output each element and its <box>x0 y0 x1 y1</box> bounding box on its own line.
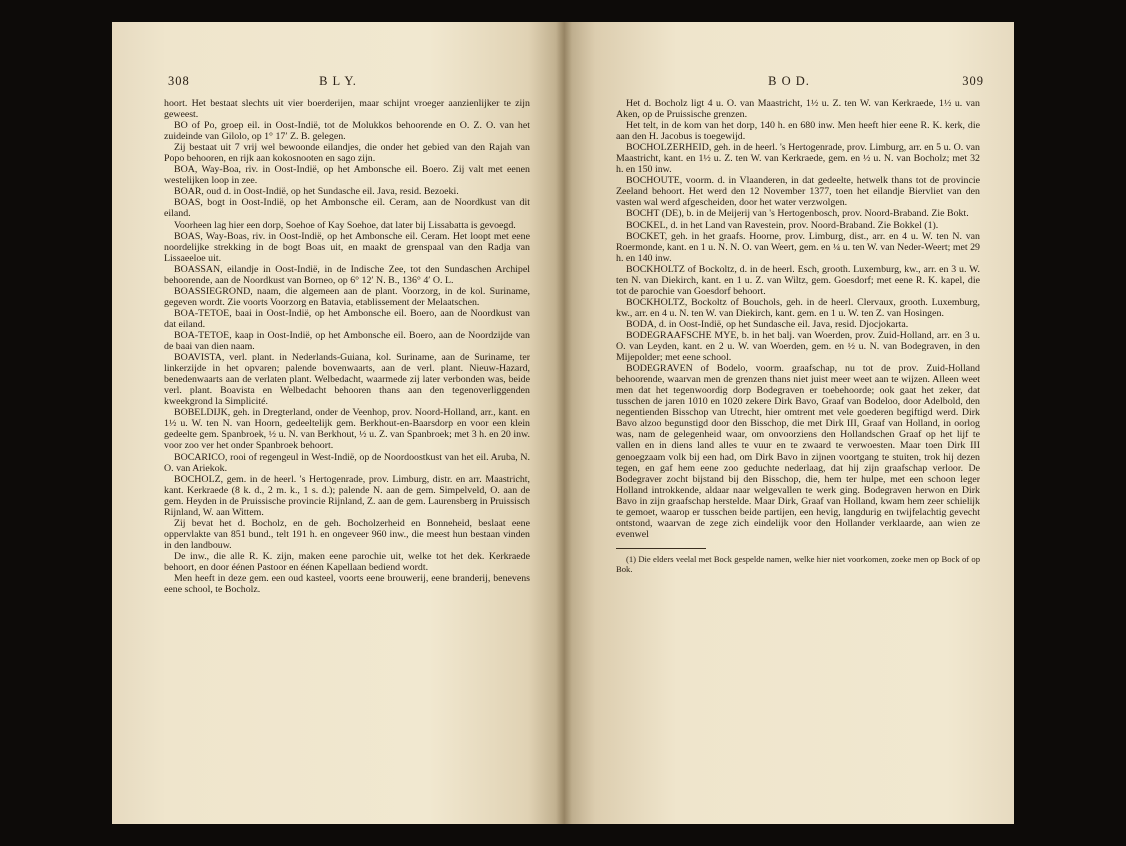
footnote-text: (1) Die elders veelal met Bock gespelde namen, welke hier niet voorkomen, zoeke men op Bock of op Bok. <box>616 553 980 574</box>
entry-paragraph: BOBELDIJK, geh. in Dregterland, onder de Veenhop, prov. Noord-Holland, arr., kant. en 1½ u. W. ten N. van Hoorn, gedeeltelijk gem. Berkhout-en-Baarsdorp en voor een klein gedeelte gem. Spanbroek, ½ u. N. van Berkhout, ½ u. Z. van Spanbroek; met 3 h. en 20 inw. voor zoo ver het onder Spanbroek behoort. <box>164 407 530 452</box>
paragraph: hoort. Het bestaat slechts uit vier boerderijen, maar schijnt vroeger aanzienlijker te zijn geweest. <box>164 98 530 121</box>
paragraph: Zij bevat het d. Bocholz, en de geh. Bocholzerheid en Bonneheid, beslaat eene oppervlakte van 851 bund., telt 191 h. en ongeveer 960 inw., die meest hun bestaan vinden in den landbouw. <box>164 517 530 551</box>
entry-paragraph: BOCHOLZERHEID, geh. in de heerl. 's Hertogenrade, prov. Limburg, arr. en 5 u. O. van Maastricht, kant. en 1½ u. Z. ten W. van Kerkraede, gem. en ½ u. N. van Bocholz; met 32 h. en 150 inw. <box>616 142 980 176</box>
entry-paragraph: BOCKHOLTZ, Bockoltz of Bouchols, geh. in de heerl. Clervaux, grooth. Luxemburg, kw., arr. en 4 u. N. ten W. van Diekirch, kant. gem. en 1 u. W. ten Z. van Hosingen. <box>616 296 980 319</box>
paragraph: Het d. Bocholz ligt 4 u. O. van Maastricht, 1½ u. Z. ten W. van Kerkraede, 1½ u. van Aken, op de Pruissische grenzen. <box>616 98 980 121</box>
page-number: 308 <box>168 74 190 88</box>
entry-paragraph: BOA-TETOE, kaap in Oost-Indië, op het Ambonsche eil. Boero, aan de Noordzijde van de baai van dien naam. <box>164 329 530 353</box>
entry-paragraph: BOASSAN, eilandje in Oost-Indië, in de Indische Zee, tot den Sundaschen Archipel behoorende, aan de Noordkust van Borneo, op 6° 12′ N. B., 136° 4′ O. L. <box>164 263 530 286</box>
entry-paragraph: BOCHOLZ, gem. in de heerl. 's Hertogenrade, prov. Limburg, distr. en arr. Maastricht, kant. Kerkraede (8 k. d., 2 m. k., 1 s. d.); palende N. aan de gem. Simpelveld, O. aan de gem. Heyden in de Pruissische provincie Rijnland, Z. aan de gem. Laurensberg in Pruissisch Rijnland, W. aan Wittem. <box>164 473 530 518</box>
text-column <box>164 98 530 595</box>
entry-paragraph: BOA, Way-Boa, riv. in Oost-Indië, op het Ambonsche eil. Boero. Zij valt met eenen westelijken loop in zee. <box>164 164 530 187</box>
entry-paragraph: BODA, d. in Oost-Indië, op het Sundasche eil. Java, resid. Djocjokarta. <box>626 318 909 330</box>
entry-paragraph: BOA-TETOE, baai in Oost-Indië, op het Ambonsche eil. Boero, aan de Noordkust van dat eiland. <box>164 307 530 330</box>
entry-paragraph: BOCARICO, rooi of regengeul in West-Indië, op de Noordoostkust van het eil. Aruba, N. O. van Ariekok. <box>164 451 530 474</box>
running-title: B L Y. <box>319 74 357 88</box>
entry-paragraph: BOAS, bogt in Oost-Indië, op het Ambonsche eil. Ceram, aan de Noordkust van dit eiland. <box>164 197 530 220</box>
paragraph: De inw., die alle R. K. zijn, maken eene parochie uit, welke tot het dek. Kerkraede behoort, en door éénen Pastoor en éénen Kapellaan bediend wordt. <box>164 550 530 573</box>
text-column <box>616 98 980 574</box>
page-number: 309 <box>962 74 984 88</box>
footnote-rule <box>616 548 706 549</box>
entry-paragraph: BODEGRAVEN of Bodelo, voorm. graafschap, nu tot de prov. Zuid-Holland behoorende, waarvan men de grenzen thans niet juist meer weet aan te wijzen. Alleen weet men dat het tegenwoordig dorp Bodegraven er toebehoorde; ook gaat het zeker, dat tusschen de jaren 1010 en 1020 zekere Dirk Bavo, Graaf van Bodeloo, door Adelbold, den negentienden Bisschop van Utrecht, hier omtrent met vele goederen begiftigd werd. Dirk Bavo alzoo begunstigd door den Bisschop, die met Dirk III, Graaf van Holland, in oorlog was, nam de gelegenheid waar, om onvoorziens den Hollandschen Graaf op het lijf te vallen en in diens land alles te vuur en te zwaard te verwoesten. Maar toen Dirk III genoegzaam volk bij een had, om Dirk Bavo in zijnen voortgang te stuiten, trok hij dezen tegen, en gaf hem eene zoo geduchte nederlaag, dat hij zijn graafschap verloor. De Bodegraver zocht bijstand bij den Bisschop, die, hem ter hulpe, met een schoon leger Holland introkkende, aldaar naar welgevallen te werk ging. Bodegraven herwon en Dirk Bavo in zijn graafschap herstelde. Maar Dirk, Graaf van Holland, kwam hem zeer schielijk te gemoet, waarop er tusschen beide partijen, een hevig, langdurig en twijfelachtig gevecht ontstond, waarvan de zege zich eindelijk voor den Hollander verklaarde, aan wien ze evenwel <box>616 363 980 540</box>
paragraph: Men heeft in deze gem. een oud kasteel, voorts eene brouwerij, eene branderij, benevens eene school, te Bocholz. <box>164 573 530 596</box>
entry-paragraph: BOASSIEGROND, naam, die algemeen aan de plant. Voorzorg, in de kol. Suriname, gegeven wordt. Zie voorts Voorzorg en Batavia, etablissement der Melaatschen. <box>164 285 530 308</box>
paragraph: Voorheen lag hier een dorp, Soehoe of Kay Soehoe, dat later bij Lissabatta is gevoegd. <box>174 219 516 231</box>
right-page <box>564 22 1014 824</box>
entry-paragraph: BOAVISTA, verl. plant. in Nederlands-Guiana, kol. Suriname, aan de Suriname, ter linkerzijde in het opvaren; palende bovenwaarts, aan de verl. plant. Nieuw-Hazard, benedenwaarts aan de verlaten plant. Welbedacht, waarmede zij later verbonden was, beide verl. plant. Boavista en Welbedacht behooren thans aan den tegenoverliggenden kweekgrond la Simplicité. <box>164 352 530 408</box>
book-gutter <box>556 22 572 824</box>
entry-paragraph: BOCKHOLTZ of Bockoltz, d. in de heerl. Esch, grooth. Luxemburg, kw., arr. en 3 u. W. ten N. van Diekirch, kant. en 1 u. Z. van Wiltz, gem. Goesdorf; met eene R. K. kapel, die tot de parochie van Goesdorf behoort. <box>616 263 980 297</box>
entry-paragraph: BOAS, Way-Boas, riv. in Oost-Indië, op het Ambonsche eil. Ceram. Het loopt met eene noordelijke strekking in de bogt Boas uit, en maakt de grenspaal van den Radja van Lissaeeloe uit. <box>164 230 530 264</box>
open-book <box>112 22 1014 824</box>
entry-paragraph: BODEGRAAFSCHE MYE, b. in het balj. van Woerden, prov. Zuid-Holland, arr. en 3 u. O. van Leyden, kant. en 2 u. W. van Woerden, gem. en ½ u. N. van Bodegraven, in den Mijepolder; met eene school. <box>616 329 980 364</box>
paragraph: Het telt, in de kom van het dorp, 140 h. en 680 inw. Men heeft hier eene R. K. kerk, die aan den H. Jacobus is toegewijd. <box>616 120 980 143</box>
entry-paragraph: BOCHT (DE), b. in de Meijerij van 's Hertogenbosch, prov. Noord-Braband. Zie Bokt. <box>626 208 969 220</box>
entry-paragraph: BO of Po, groep eil. in Oost-Indië, tot de Molukkos behoorende en O. Z. O. van het zuideinde van Gilolo, op 1° 17′ Z. B. gelegen. <box>164 120 530 143</box>
entry-paragraph: BOCKEL, d. in het Land van Ravestein, prov. Noord-Braband. Zie Bokkel (1). <box>626 219 939 231</box>
paragraph: Zij bestaat uit 7 vrij wel bewoonde eilandjes, die onder het gebied van den Rajah van Popo behooren, en rijk aan kokosnooten en sago zijn. <box>164 142 530 165</box>
left-page <box>112 22 564 824</box>
footnote <box>616 554 980 574</box>
running-title: B O D. <box>768 74 810 88</box>
entry-paragraph: BOAR, oud d. in Oost-Indië, op het Sundasche eil. Java, resid. Bezoeki. <box>174 186 459 198</box>
entry-paragraph: BOCHOUTE, voorm. d. in Vlaanderen, in dat gedeelte, hetwelk thans tot de provincie Zeeland behoort. Het werd den 12 November 1377, toen het eilandje Biervliet van den vasten wal werd afgescheiden, door het water verzwolgen. <box>616 175 980 209</box>
entry-paragraph: BOCKET, geh. in het graafs. Hoorne, prov. Limburg, dist., arr. en 4 u. W. ten N. van Roermonde, kant. en 1 u. N. N. O. van Weert, gem. en ¼ u. ten W. van Neder-Weert; met 29 h. en 140 inw. <box>616 230 980 264</box>
